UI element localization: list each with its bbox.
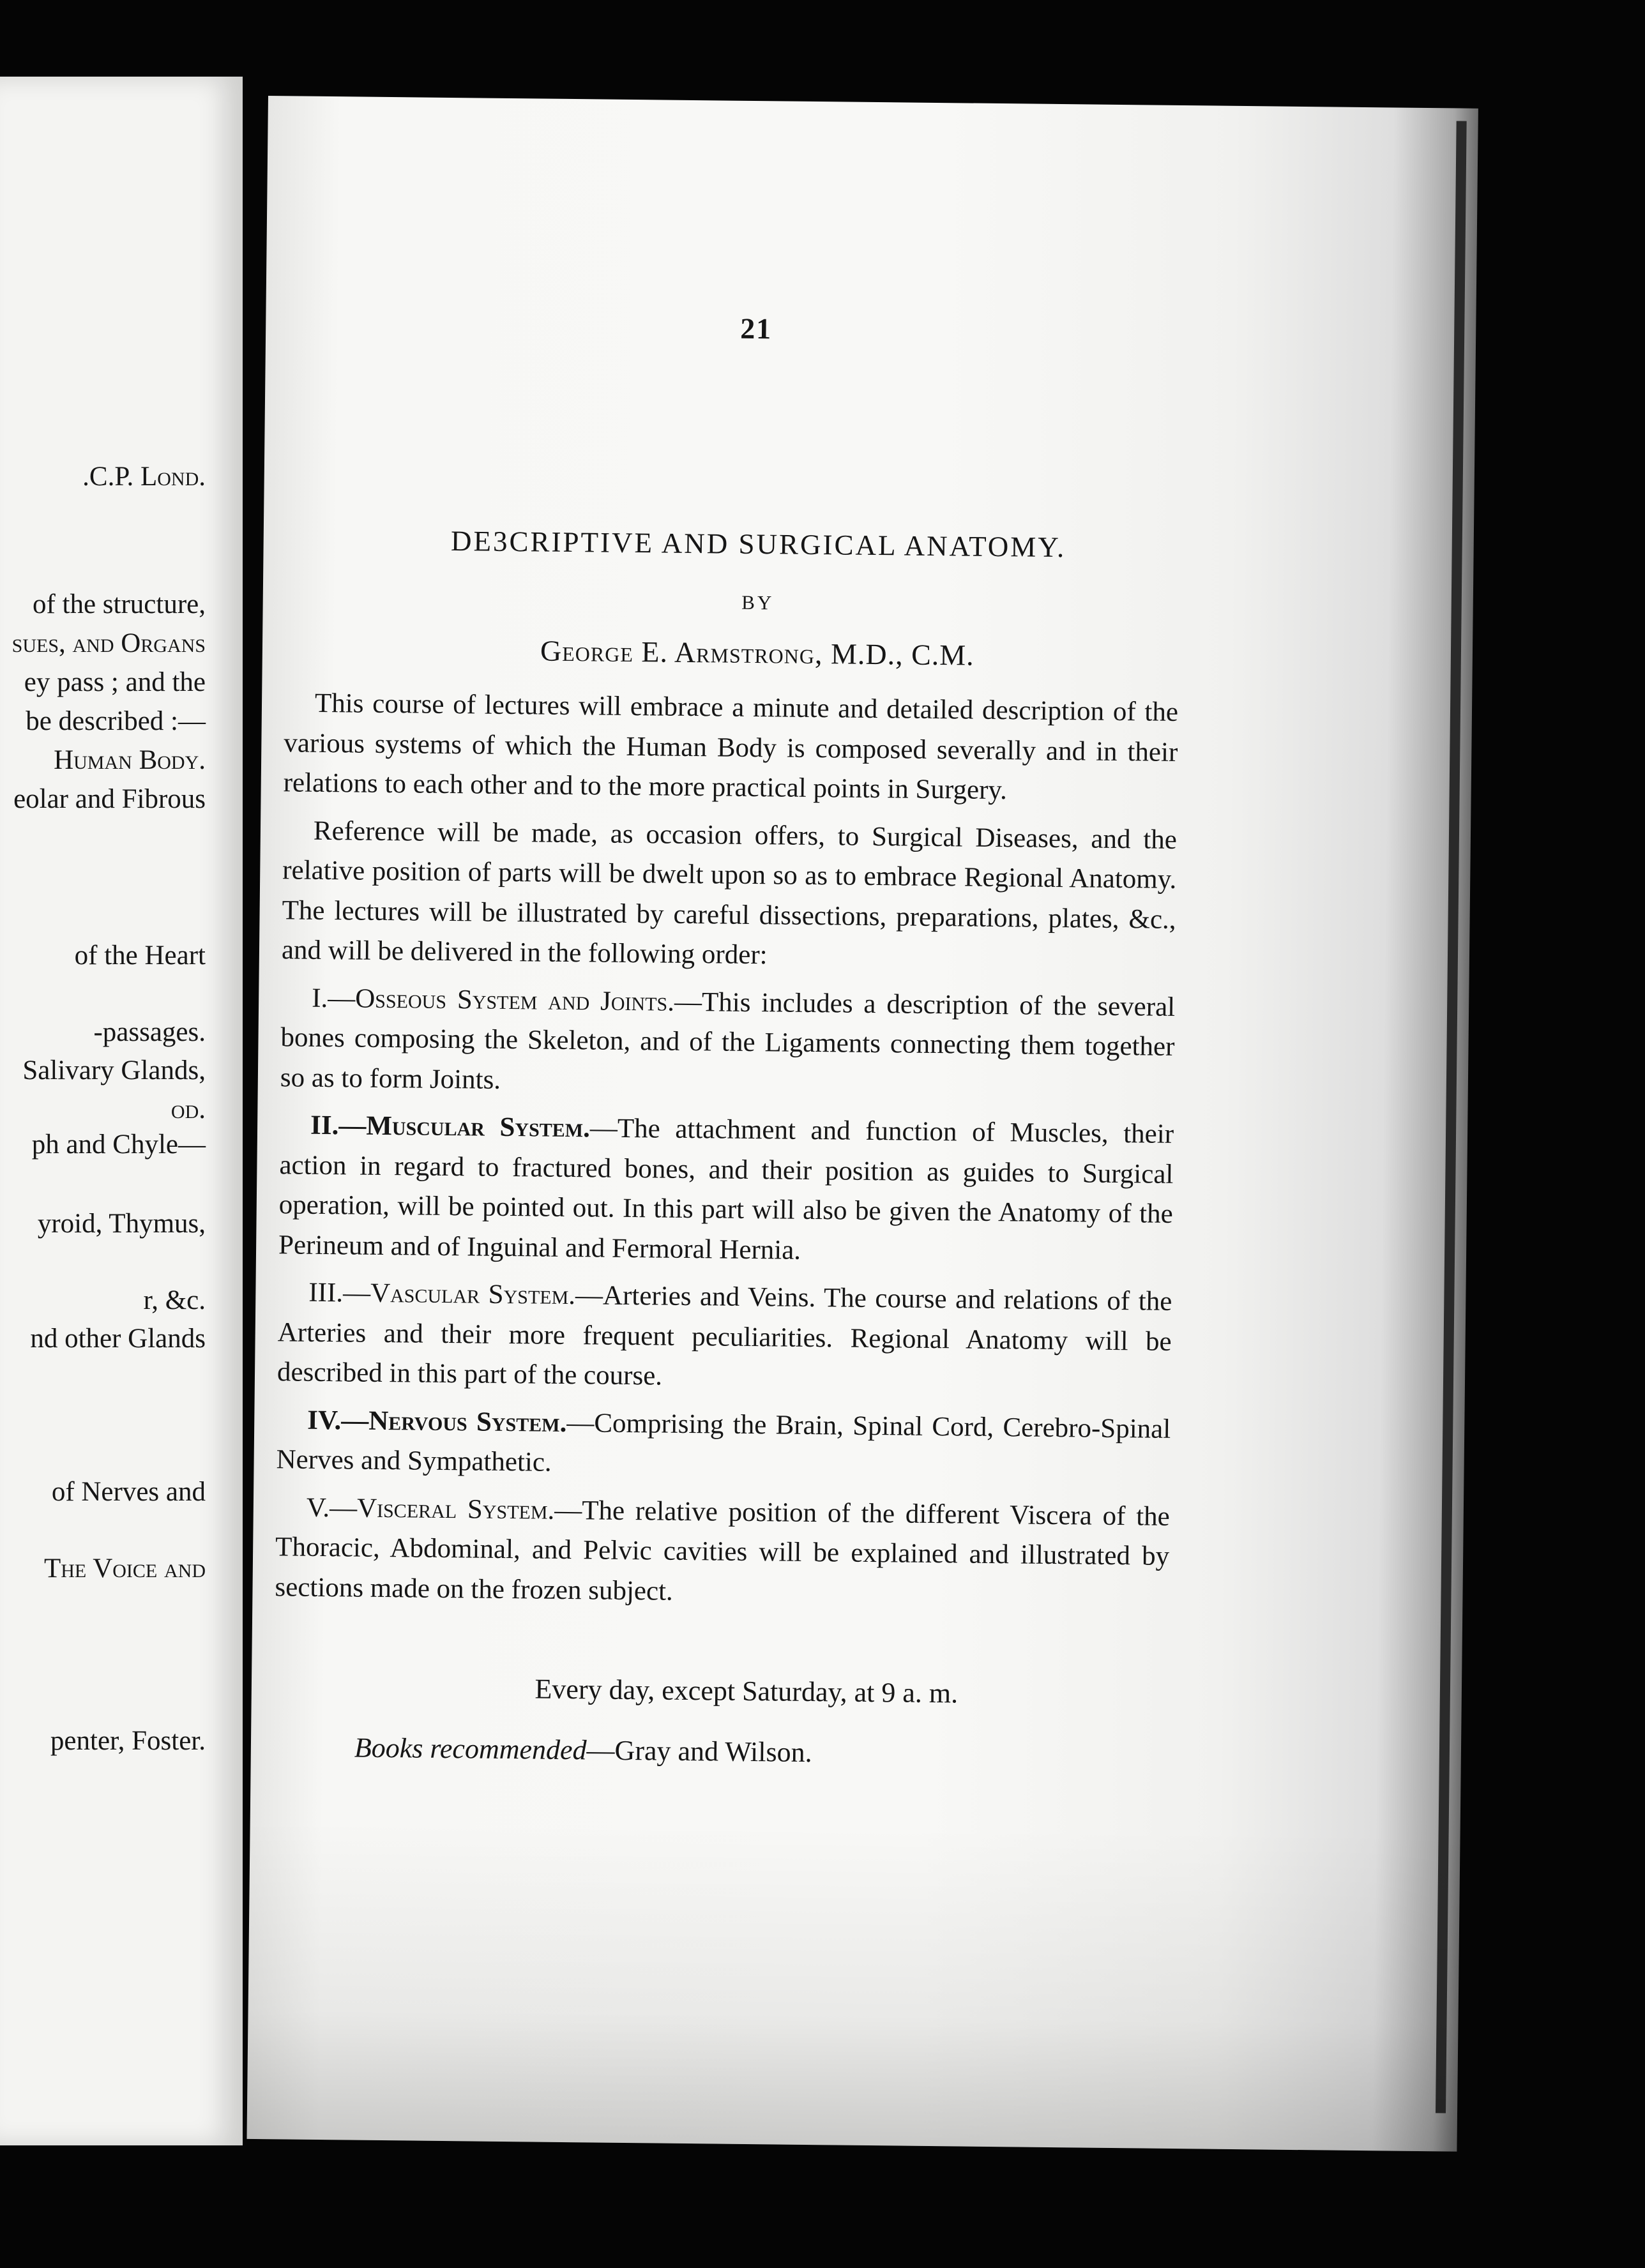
schedule-line: Every day, except Saturday, at 9 a. m. <box>534 1673 959 1709</box>
paragraph-text: —This includes a description of the several bones composing the Skeleton, and of the Ligaments connecting them together so as to form Joints. <box>280 987 1176 1095</box>
system-heading: V.—Visceral System. <box>306 1492 555 1525</box>
left-line: .C.P. Lond. <box>82 462 206 492</box>
left-line: ph and Chyle— <box>31 1130 206 1160</box>
paragraph-osseous <box>280 978 1176 1107</box>
left-line: of the structure, <box>32 589 206 619</box>
author-name: George E. Armstrong, M.D., C.M. <box>540 634 974 672</box>
paragraph-nervous <box>276 1400 1171 1490</box>
left-line: sues, and Organs <box>11 628 206 658</box>
paragraph-text: —Arteries and Veins. The course and relations of the Arteries and their more frequent peculiarities. Regional Anatomy will be described in this part of the course. <box>277 1280 1172 1391</box>
left-line: nd other Glands <box>30 1324 206 1354</box>
byline-label: BY <box>741 591 775 614</box>
paragraph-text: —Comprising the Brain, Spinal Cord, Cerebro-Spinal Nerves and Sympathetic. <box>276 1407 1171 1478</box>
page-number: 21 <box>739 312 773 345</box>
paragraph-text: Reference will be made, as occasion offers, to Surgical Diseases, and the relative position of parts will be dwelt upon so as to embrace Regional Anatomy. The lectures will be illustrated by careful dissections, preparations, plates, &c., and will be delivered in the following order: <box>281 815 1178 971</box>
left-line: eolar and Fibrous <box>13 784 206 814</box>
paragraph-visceral <box>275 1488 1170 1617</box>
paragraph-text: —The attachment and function of Muscles, their action in regard to fractured bones, and their position as guides to Surgical operation, will be pointed out. In this part will also be given the Anatomy of the Perineum and of Inguinal and Fermoral Hernia. <box>278 1113 1174 1266</box>
left-line: be described :— <box>26 706 206 736</box>
left-line: Salivary Glands, <box>22 1055 206 1085</box>
page-edge <box>1436 121 1467 2113</box>
left-line: yroid, Thymus, <box>37 1209 206 1239</box>
paragraph-vascular <box>277 1273 1172 1402</box>
paragraph-intro <box>283 683 1178 812</box>
left-line: Human Body. <box>54 745 206 775</box>
paragraph-text: —The relative position of the different Viscera of the Thoracic, Abdominal, and Pelvic cavities will be explained and illustrated by sections made on the frozen subject. <box>275 1495 1171 1606</box>
system-heading: I.—Osseous System and Joints. <box>311 983 675 1017</box>
paragraph-muscular <box>278 1105 1174 1274</box>
system-heading: II.—Muscular System. <box>310 1110 591 1144</box>
books-label: Books recommended <box>354 1732 587 1766</box>
section-title: DE3CRIPTIVE AND SURGICAL ANATOMY. <box>450 525 1066 564</box>
body-text <box>275 683 1178 1624</box>
left-line: penter, Foster. <box>50 1726 206 1756</box>
left-line: of the Heart <box>74 941 206 971</box>
paragraph-reference <box>282 811 1178 980</box>
left-line: r, &c. <box>143 1285 206 1315</box>
left-line: -passages. <box>93 1017 206 1047</box>
system-heading: III.—Vascular System. <box>308 1277 576 1311</box>
left-page <box>0 77 243 2145</box>
books-text: —Gray and Wilson. <box>586 1734 812 1769</box>
left-line: of Nerves and <box>51 1477 206 1507</box>
left-line: The Voice and <box>43 1554 206 1584</box>
left-line: od. <box>171 1094 206 1124</box>
books-recommended <box>354 1732 812 1769</box>
paragraph-text: This course of lectures will embrace a minute and detailed description of the various systems of which the Human Body is composed severally and in their relations to each other and to the more practical points in Surgery. <box>283 688 1179 806</box>
left-line: ey pass ; and the <box>24 667 206 697</box>
right-page <box>246 96 1478 2152</box>
system-heading: IV.—Nervous System. <box>307 1405 567 1438</box>
